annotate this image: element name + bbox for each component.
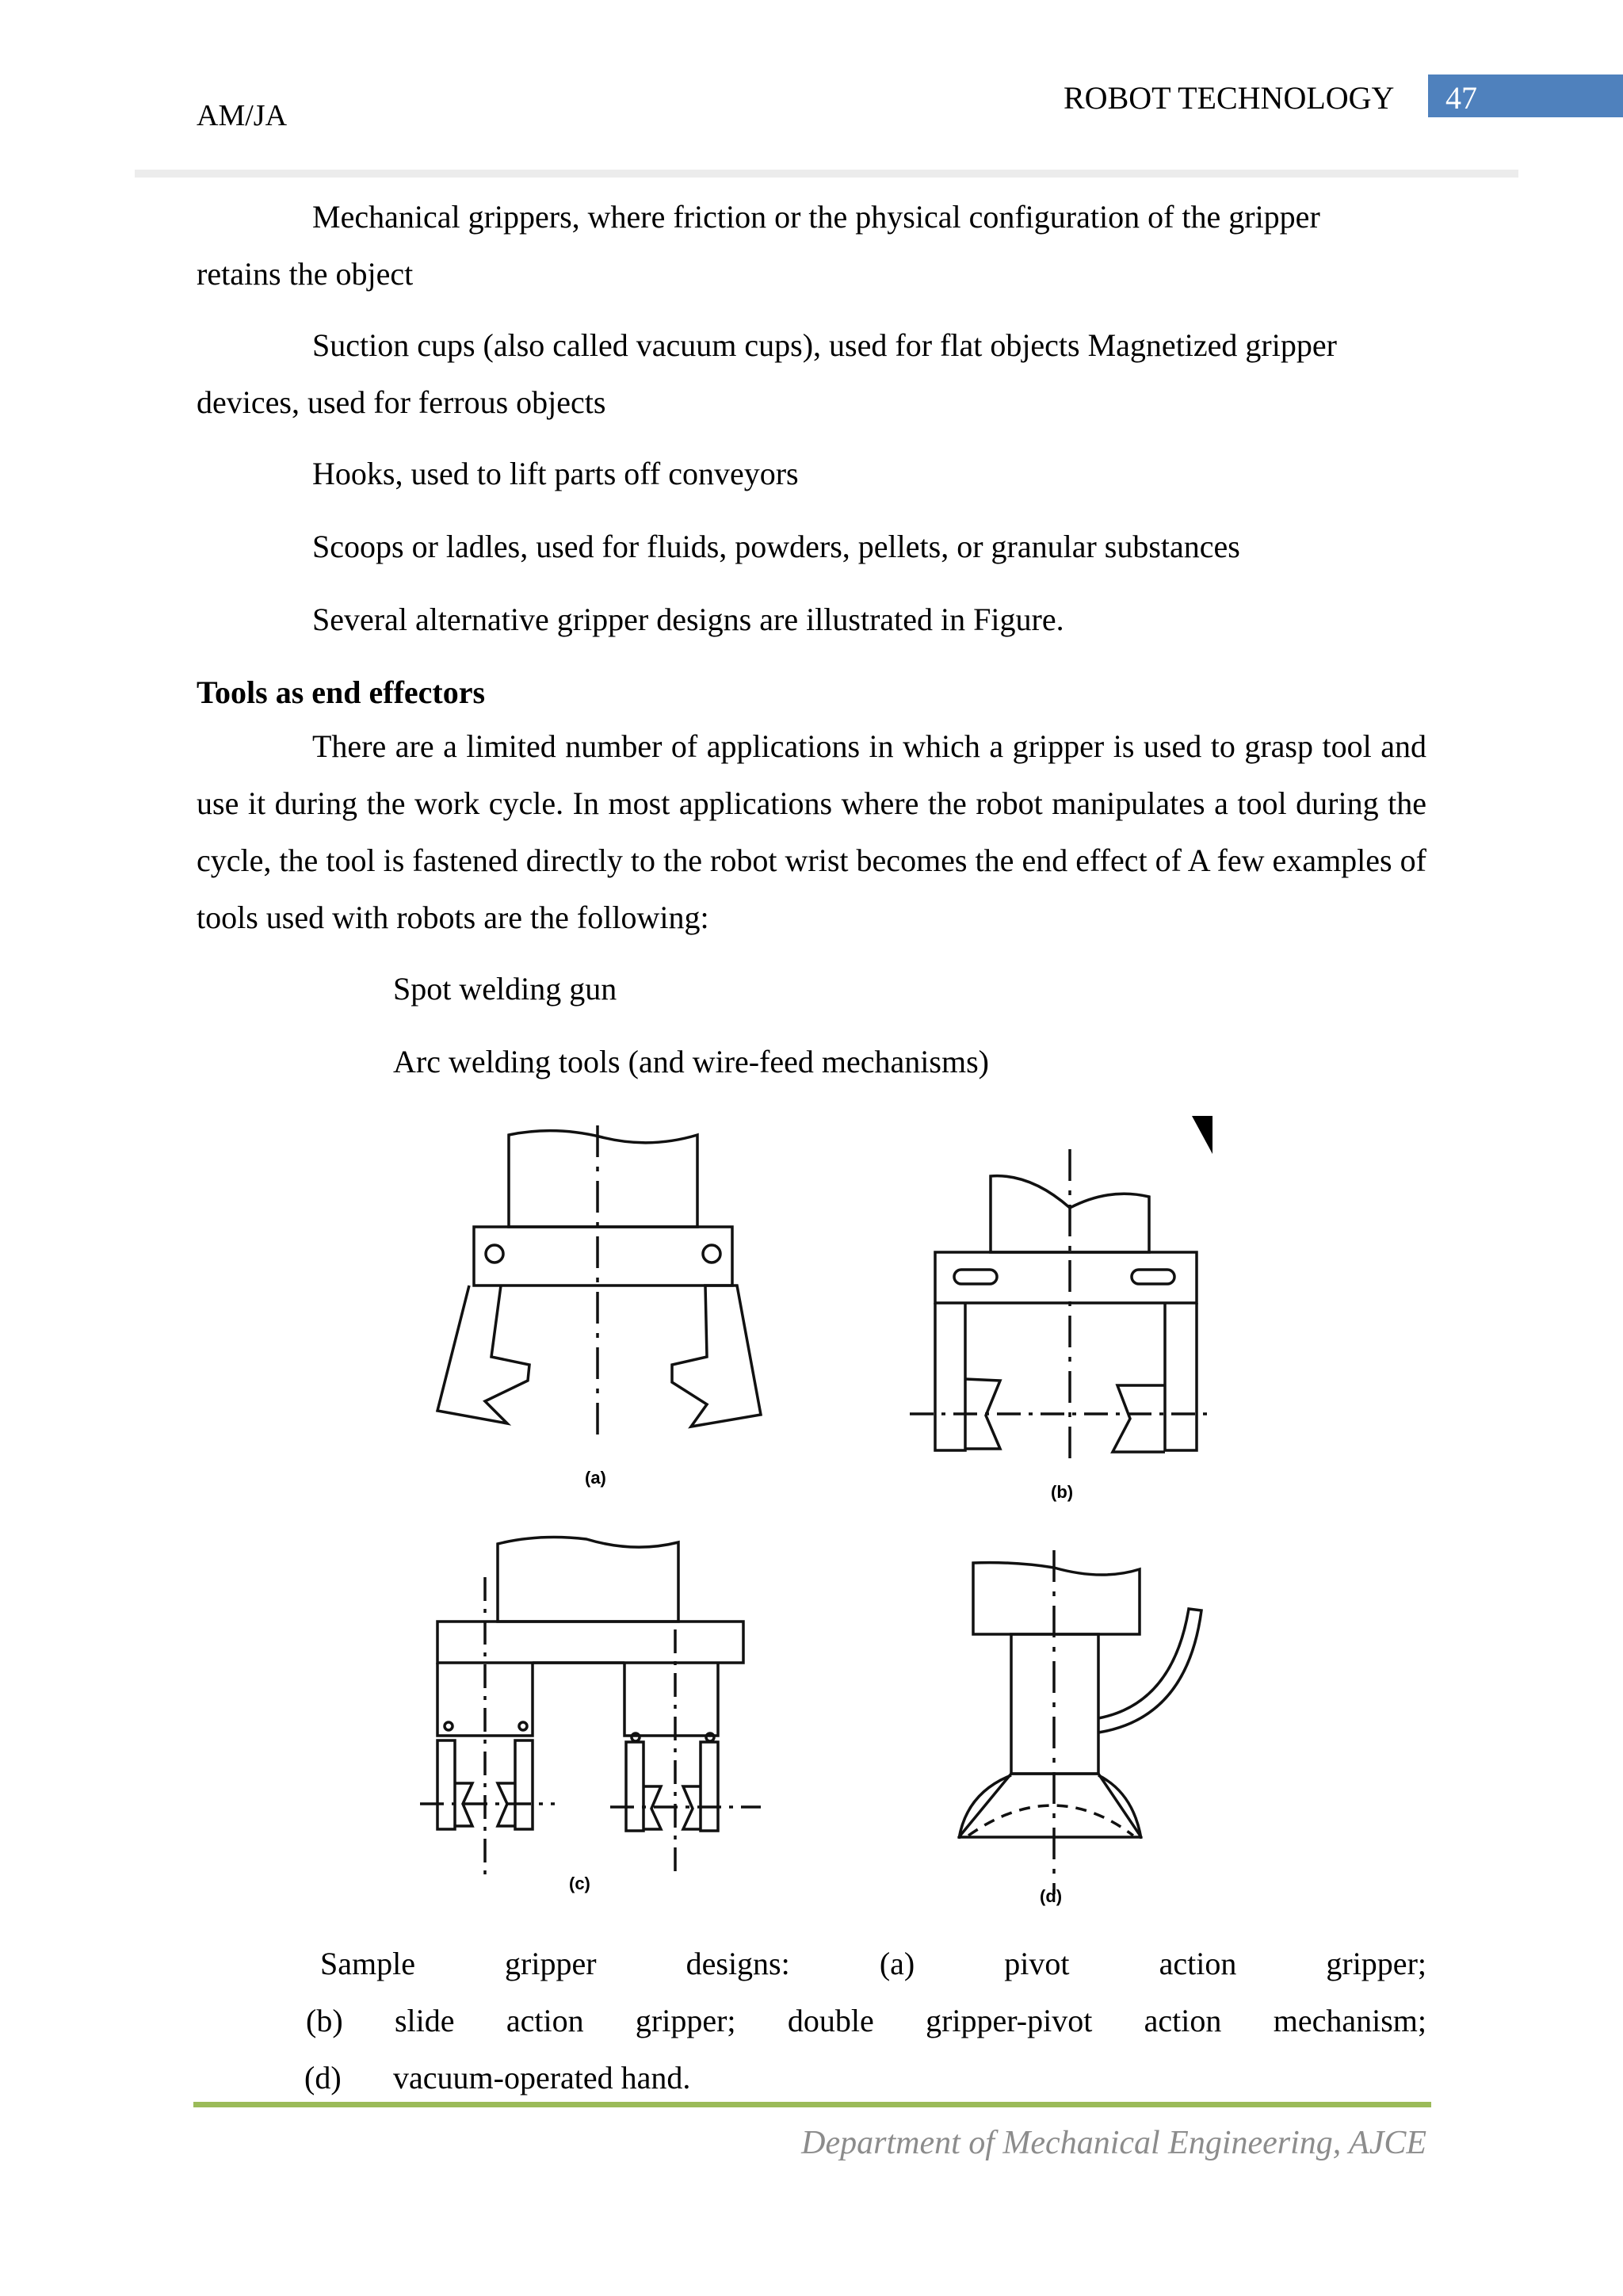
paragraph-figure-ref: Several alternative gripper designs are illustrated in Figure.: [312, 602, 1064, 637]
corner-marker-icon: [1192, 1116, 1212, 1154]
caption-word: double: [787, 2003, 874, 2038]
paragraph-scoops: Scoops or ladles, used for fluids, powders, pellets, or granular substances: [312, 529, 1240, 564]
paragraph-line: retains the object: [197, 256, 414, 292]
paragraph-hooks: Hooks, used to lift parts off conveyors: [312, 456, 799, 491]
paragraph-line: Mechanical grippers, where friction or the physical configuration of the gripper: [312, 199, 1320, 235]
paragraph-line: devices, used for ferrous objects: [197, 384, 606, 420]
caption-word: action: [1159, 1946, 1237, 1981]
caption-word: action: [1144, 2003, 1222, 2038]
paragraph-tools: There are a limited number of applications in which a gripper is used to grasp tool and use it during the work cycle. In most applications where the robot manipulates a tool during the cycle, the tool is fastened directly to the robot wrist becomes the end effect of A few examples of tools used with robots are the following:: [197, 728, 1426, 935]
gripper-b-drawing: [910, 1149, 1212, 1458]
caption-word: (b): [306, 2003, 343, 2038]
caption-line-3-label: (d): [304, 2060, 342, 2095]
gripper-a-drawing: [437, 1125, 761, 1435]
caption-line-2: [306, 2002, 1426, 2039]
caption-line-1: [320, 1945, 1426, 1982]
caption-word: mechanism;: [1273, 2003, 1426, 2038]
section-heading: Tools as end effectors: [197, 674, 486, 710]
footer-divider: [193, 2102, 1431, 2107]
tool-item-spot-welding: Spot welding gun: [393, 971, 617, 1007]
page-number: 47: [1445, 80, 1477, 116]
footer-department: Department of Mechanical Engineering, AJCE: [801, 2125, 1426, 2161]
figure-label-a: (a): [585, 1468, 606, 1488]
figure-label-c: (c): [569, 1874, 590, 1893]
caption-word: action: [506, 2003, 584, 2038]
caption-word: Sample: [320, 1946, 415, 1981]
caption-line-3-text: vacuum-operated hand.: [393, 2060, 691, 2095]
caption-word: gripper;: [635, 2003, 736, 2038]
header-title: ROBOT TECHNOLOGY: [1064, 80, 1395, 116]
header-author: AM/JA: [197, 99, 288, 132]
caption-word: gripper;: [1326, 1946, 1426, 1981]
caption-word: pivot: [1004, 1946, 1070, 1981]
gripper-c-drawing: [420, 1538, 761, 1878]
tool-item-arc-welding: Arc welding tools (and wire-feed mechanisms): [393, 1044, 989, 1079]
paragraph-line: Suction cups (also called vacuum cups), used for flat objects Magnetized gripper: [312, 327, 1337, 363]
caption-word: gripper-pivot: [926, 2003, 1093, 2038]
gripper-d-drawing: [959, 1550, 1201, 1894]
caption-word: (a): [879, 1946, 915, 1981]
caption-word: slide: [394, 2003, 455, 2038]
figure-label-d: (d): [1040, 1886, 1063, 1906]
figure-label-b: (b): [1051, 1482, 1074, 1502]
caption-word: designs:: [685, 1946, 790, 1981]
caption-word: gripper: [505, 1946, 597, 1981]
